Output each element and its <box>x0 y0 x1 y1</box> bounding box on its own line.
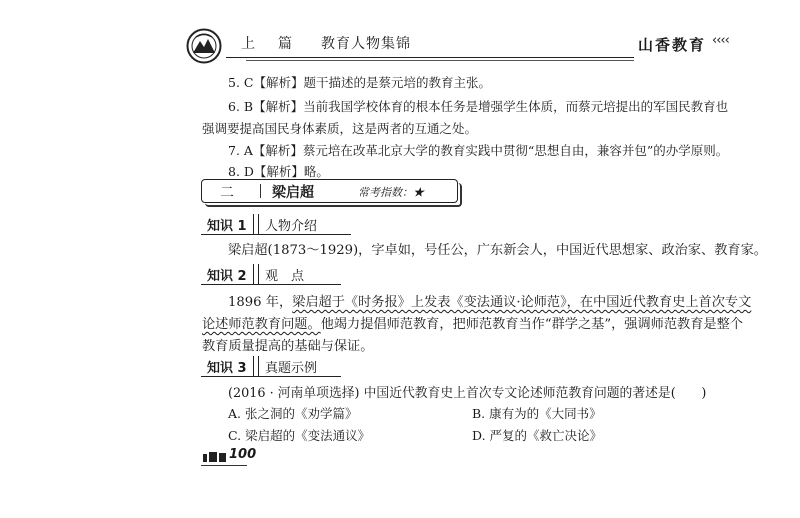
view-line-1 <box>228 291 751 310</box>
knowledge-underline <box>201 234 351 235</box>
header-rule-thin <box>246 60 634 61</box>
knowledge-tag-1 <box>201 214 351 234</box>
knowledge-bar <box>253 214 259 234</box>
option-b: B. 康有为的《大同书》 <box>472 406 602 421</box>
brand-ticks: ‹‹‹‹ <box>712 33 729 48</box>
knowledge-underline <box>201 284 341 285</box>
knowledge-label: 知识 3 <box>207 361 247 376</box>
answer-5: 5. C【解析】题干描述的是蔡元培的教育主张。 <box>228 75 491 90</box>
view-text-2: 他竭力提倡师范教育，把师范教育当作“群学之基”，强调师范教育是整个 <box>320 317 743 332</box>
header-rule <box>226 57 634 58</box>
answer-7: 7. A【解析】蔡元培在改革北京大学的教育实践中贯彻“思想自由，兼容并包”的办学原则。 <box>228 143 729 158</box>
answer-6-cont: 强调要提高国民身体素质，这是两者的互通之处。 <box>202 121 478 136</box>
view-emphasis-1: 梁启超于《时务报》上发表《变法通议·论师范》，在中国近代教育史上首次专文 <box>292 295 752 310</box>
view-year: 1896 年， <box>228 295 293 310</box>
section-divider <box>260 184 261 198</box>
knowledge-title: 观 点 <box>265 269 305 284</box>
book-icon <box>203 452 227 463</box>
knowledge-tag-3 <box>201 356 341 376</box>
page-number: 100 <box>229 447 257 462</box>
footer-rule <box>201 465 247 466</box>
section-frequency: 常考指数：★ <box>358 186 424 199</box>
knowledge-underline <box>201 376 341 377</box>
header-section: 篇 <box>278 36 293 52</box>
bio-text: 梁启超(1873～1929)，字卓如，号任公，广东新会人，中国近代思想家、政治家、教育家。 <box>228 243 767 258</box>
knowledge-title: 真题示例 <box>265 361 318 376</box>
answer-8: 8. D【解析】略。 <box>228 164 329 179</box>
view-line-2 <box>202 313 743 332</box>
option-c: C. 梁启超的《变法通议》 <box>228 428 371 443</box>
knowledge-bar <box>253 356 259 376</box>
school-seal-icon <box>186 28 222 64</box>
running-header <box>186 28 771 64</box>
answer-6: 6. B【解析】当前我国学校体育的根本任务是增强学生体质，而蔡元培提出的军国民教育也 <box>228 99 729 114</box>
header-title: 教育人物集锦 <box>321 36 411 52</box>
header-section-title <box>241 33 411 53</box>
header-part: 上 <box>241 36 256 52</box>
section-header-box <box>201 179 458 203</box>
section-name: 梁启超 <box>272 185 314 201</box>
knowledge-label: 知识 1 <box>207 219 247 234</box>
option-d: D. 严复的《救亡决论》 <box>472 428 603 443</box>
knowledge-tag-2 <box>201 264 341 284</box>
section-number: 二 <box>220 185 234 201</box>
option-a: A. 张之洞的《劝学篇》 <box>228 406 358 421</box>
knowledge-label: 知识 2 <box>207 269 247 284</box>
question-stem: (2016 · 河南单项选择) 中国近代教育史上首次专文论述师范教育问题的著述是( ) <box>228 386 707 401</box>
brand-name: 山香教育 <box>638 36 707 54</box>
knowledge-bar <box>253 264 259 284</box>
knowledge-title: 人物介绍 <box>265 219 318 234</box>
view-emphasis-2: 论述师范教育问题。 <box>202 317 321 332</box>
view-line-3: 教育质量提高的基础与保证。 <box>202 339 374 354</box>
